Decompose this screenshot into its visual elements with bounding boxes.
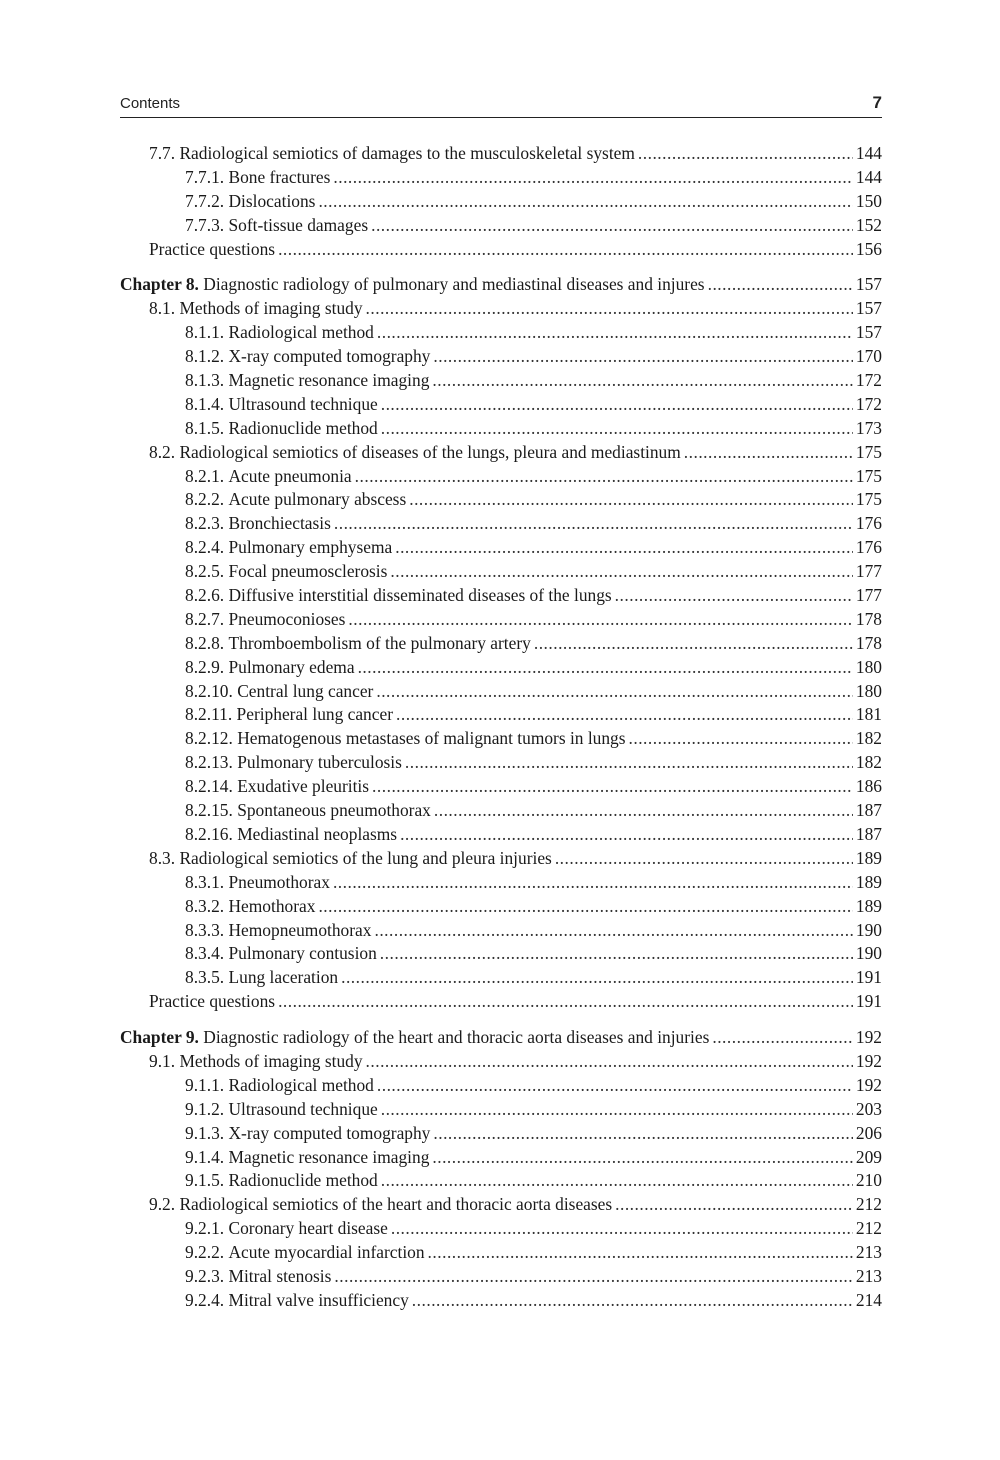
toc-entry-page: 206 [855,1122,882,1143]
dot-leader [615,1193,853,1217]
toc-entry-title: Radiological semiotics of diseases of the lungs, pleura and mediastinum [179,441,681,462]
dot-leader [712,1026,853,1050]
toc-entry-number: 8.2.12. [185,728,233,749]
dot-leader [341,966,853,990]
page-number: 7 [872,93,882,112]
toc-entry-title: Pulmonary emphysema [228,537,393,558]
toc-entry-number: 9.2.4. [185,1289,225,1310]
dot-leader [366,1050,853,1074]
toc-entry [120,584,882,608]
toc-entry-title: Radiological method [228,1074,374,1095]
toc-entry-title: Acute pulmonary abscess [228,489,407,510]
toc-entry-number: 7.7.2. [185,190,225,211]
toc-entry [120,560,882,584]
toc-entry-page: 191 [855,967,882,988]
dot-leader [638,142,853,166]
toc-entry-number: 8.1.4. [185,393,225,414]
toc-entry [120,751,882,775]
dot-leader [433,345,853,369]
toc-entry [120,871,882,895]
table-of-contents [120,142,882,1313]
dot-leader [334,512,853,536]
toc-entry-number: 8.2.6. [185,585,225,606]
toc-entry-title: Diffusive interstitial disseminated diseases of the lungs [228,585,612,606]
toc-entry-title: Bone fractures [228,166,331,187]
toc-entry-number: 8.2.1. [185,465,225,486]
dot-leader [318,190,852,214]
toc-entry [120,703,882,727]
toc-entry-page: 150 [855,190,882,211]
toc-entry [120,656,882,680]
toc-entry-number: 9.1.1. [185,1074,225,1095]
dot-leader [371,214,853,238]
toc-entry-page: 212 [855,1218,882,1239]
toc-entry-number: 9.2.1. [185,1218,225,1239]
page-header [120,93,882,118]
dot-leader [348,608,853,632]
toc-entry-number: 8.2.16. [185,823,233,844]
toc-entry-number: 8.2. [149,441,176,462]
toc-entry-page: 177 [855,585,882,606]
dot-leader [432,369,853,393]
toc-entry [120,1146,882,1170]
toc-entry-number: 8.1.5. [185,417,225,438]
dot-leader [366,297,853,321]
toc-entry [120,345,882,369]
toc-entry [120,512,882,536]
dot-leader [374,919,852,943]
toc-entry-page: 152 [855,214,882,235]
toc-entry-page: 144 [855,166,882,187]
dot-leader [355,465,853,489]
toc-entry-title: Radionuclide method [228,417,378,438]
toc-entry [120,393,882,417]
toc-entry-title: Soft-tissue damages [228,214,369,235]
dot-leader [381,1169,853,1193]
dot-leader [377,321,853,345]
toc-entry-title: Bronchiectasis [228,513,331,534]
toc-entry-title: Pulmonary tuberculosis [237,752,402,773]
toc-entry-page: 192 [855,1027,882,1048]
dot-leader [377,1074,853,1098]
dot-leader [278,238,853,262]
toc-entry-number: 8.2.4. [185,537,225,558]
toc-entry-page: 175 [855,441,882,462]
toc-entry [120,799,882,823]
toc-entry-title: Magnetic resonance imaging [228,370,430,391]
toc-entry-title: Methods of imaging study [179,298,363,319]
toc-entry-page: 156 [855,238,882,259]
toc-entry-title: Mitral stenosis [228,1265,332,1286]
toc-entry-title: Peripheral lung cancer [236,704,393,725]
running-title: Contents [120,95,181,112]
toc-entry-title: Radiological method [228,322,374,343]
toc-entry [120,942,882,966]
toc-entry-number: 9.1.2. [185,1098,225,1119]
toc-entry-title: Hemopneumothorax [228,919,372,940]
toc-entry-number: 8.2.15. [185,800,233,821]
toc-entry-page: 187 [855,823,882,844]
toc-entry-page: 172 [855,370,882,391]
toc-entry-title: Diagnostic radiology of pulmonary and mediastinal diseases and injures [203,274,705,295]
toc-entry-page: 192 [855,1050,882,1071]
toc-entry-title: Pneumoconioses [228,608,346,629]
dot-leader [381,393,853,417]
dot-leader [334,1265,853,1289]
toc-entry-page: 189 [855,871,882,892]
toc-entry [120,142,882,166]
dot-leader [629,727,853,751]
toc-entry-page: 189 [855,847,882,868]
toc-entry [120,1169,882,1193]
toc-entry [120,441,882,465]
dot-leader [434,799,853,823]
dot-leader [318,895,852,919]
toc-entry-page: 212 [855,1194,882,1215]
toc-entry-page: 175 [855,489,882,510]
toc-entry [120,847,882,871]
toc-entry [120,1193,882,1217]
toc-entry-page: 213 [855,1242,882,1263]
toc-entry-number: 8.3.2. [185,895,225,916]
toc-entry-title: Focal pneumosclerosis [228,561,388,582]
toc-entry-title: Pulmonary contusion [228,943,377,964]
toc-entry [120,1265,882,1289]
toc-entry-page: 180 [855,656,882,677]
dot-leader [396,703,853,727]
toc-entry [120,1217,882,1241]
toc-entry-page: 157 [855,298,882,319]
toc-entry-title: Spontaneous pneumothorax [237,800,431,821]
toc-entry-number: 8.3.4. [185,943,225,964]
toc-entry-page: 209 [855,1146,882,1167]
dot-leader [333,166,853,190]
toc-entry-title: Practice questions [149,238,276,259]
dot-leader [684,441,853,465]
toc-entry-number: 8.3.5. [185,967,225,988]
dot-leader [433,1122,853,1146]
toc-entry [120,990,882,1014]
toc-entry-title: Lung laceration [228,967,339,988]
dot-leader [372,775,853,799]
toc-entry-title: Diagnostic radiology of the heart and thoracic aorta diseases and injuries [203,1027,710,1048]
toc-entry [120,1289,882,1313]
toc-entry [120,608,882,632]
toc-entry-page: 178 [855,608,882,629]
dot-leader [428,1241,853,1265]
toc-entry-number: 7.7.3. [185,214,225,235]
toc-entry-page: 192 [855,1074,882,1095]
toc-entry-page: 190 [855,919,882,940]
toc-entry-page: 214 [855,1289,882,1310]
toc-entry-number: 9.1.3. [185,1122,225,1143]
toc-entry-title: Radiological semiotics of the lung and pleura injuries [179,847,552,868]
toc-entry-number: 7.7.1. [185,166,225,187]
toc-entry-number: 9.2.2. [185,1242,225,1263]
toc-entry [120,727,882,751]
toc-entry-number: 8.3. [149,847,176,868]
toc-entry [120,919,882,943]
toc-entry-number: 9.1. [149,1050,176,1071]
toc-entry-page: 181 [855,704,882,725]
toc-entry-page: 180 [855,680,882,701]
toc-entry-number: 8.1.2. [185,346,225,367]
toc-entry-title: Acute myocardial infarction [228,1242,425,1263]
toc-entry [120,1074,882,1098]
dot-leader [380,942,853,966]
toc-entry-number: 8.2.2. [185,489,225,510]
toc-chapter-label: Chapter 9. [120,1027,199,1048]
toc-entry-title: Thromboembolism of the pulmonary artery [228,632,531,653]
dot-leader [395,536,853,560]
toc-entry-title: Ultrasound technique [228,1098,378,1119]
toc-entry-number: 8.2.13. [185,752,233,773]
dot-leader [400,823,853,847]
toc-entry-number: 8.1. [149,298,176,319]
dot-leader [708,273,853,297]
toc-entry-title: Central lung cancer [237,680,374,701]
dot-leader [555,847,853,871]
toc-entry-page: 191 [855,991,882,1012]
toc-entry [120,190,882,214]
toc-entry-page: 176 [855,537,882,558]
toc-entry [120,238,882,262]
toc-entry [120,823,882,847]
toc-entry-page: 172 [855,393,882,414]
toc-entry [120,214,882,238]
toc-entry [120,369,882,393]
toc-entry-page: 187 [855,800,882,821]
toc-entry [120,1122,882,1146]
toc-entry [120,166,882,190]
toc-entry-number: 9.1.4. [185,1146,225,1167]
toc-entry-page: 189 [855,895,882,916]
toc-entry [120,1050,882,1074]
toc-entry-number: 8.2.5. [185,561,225,582]
dot-leader [412,1289,853,1313]
toc-entry [120,417,882,441]
toc-entry-title: X-ray computed tomography [228,1122,431,1143]
toc-entry-title: Practice questions [149,991,276,1012]
toc-entry-title: Radionuclide method [228,1170,378,1191]
toc-entry-title: Radiological semiotics of damages to the musculoskeletal system [179,143,635,163]
toc-entry-page: 210 [855,1170,882,1191]
toc-entry-number: 8.2.14. [185,776,233,797]
toc-entry-title: Hemothorax [228,895,316,916]
toc-entry-page: 144 [855,143,882,163]
dot-leader [391,1217,853,1241]
toc-entry-title: X-ray computed tomography [228,346,431,367]
toc-entry-title: Mediastinal neoplasms [237,823,398,844]
toc-chapter-entry [120,273,882,297]
toc-entry-title: Mitral valve insufficiency [228,1289,409,1310]
toc-entry-number: 9.1.5. [185,1170,225,1191]
toc-entry-title: Methods of imaging study [179,1050,363,1071]
toc-entry-page: 175 [855,465,882,486]
toc-entry-title: Pneumothorax [228,871,330,892]
toc-entry-page: 157 [855,274,882,295]
toc-chapter-label: Chapter 8. [120,274,199,295]
dot-leader [333,871,853,895]
toc-entry-page: 178 [855,632,882,653]
toc-entry [120,895,882,919]
toc-entry-page: 213 [855,1265,882,1286]
toc-entry-number: 8.2.10. [185,680,233,701]
dot-leader [409,488,853,512]
toc-entry-page: 182 [855,752,882,773]
toc-chapter-entry [120,1026,882,1050]
toc-entry-title: Acute pneumonia [228,465,352,486]
toc-entry-number: 8.3.3. [185,919,225,940]
dot-leader [376,680,853,704]
dot-leader [381,417,853,441]
toc-entry-page: 170 [855,346,882,367]
toc-entry [120,536,882,560]
dot-leader [381,1098,853,1122]
toc-entry-title: Radiological semiotics of the heart and thoracic aorta diseases [179,1194,613,1215]
toc-entry-title: Coronary heart disease [228,1218,388,1239]
toc-entry-title: Magnetic resonance imaging [228,1146,430,1167]
toc-entry [120,297,882,321]
toc-entry-number: 8.2.11. [185,704,233,725]
toc-entry-title: Dislocations [228,190,316,211]
toc-entry-number: 8.2.8. [185,632,225,653]
toc-entry-number: 8.1.1. [185,322,225,343]
toc-entry-number: 7.7. [149,143,176,163]
toc-entry-page: 186 [855,776,882,797]
toc-entry-page: 173 [855,417,882,438]
toc-entry-page: 177 [855,561,882,582]
toc-entry-page: 182 [855,728,882,749]
toc-entry [120,1241,882,1265]
toc-entry-page: 203 [855,1098,882,1119]
toc-entry-title: Pulmonary edema [228,656,355,677]
toc-entry-page: 190 [855,943,882,964]
toc-entry [120,632,882,656]
toc-entry-number: 8.1.3. [185,370,225,391]
toc-entry-title: Ultrasound technique [228,393,378,414]
toc-entry-title: Hematogenous metastases of malignant tumors in lungs [237,728,626,749]
toc-entry [120,775,882,799]
toc-entry [120,488,882,512]
dot-leader [615,584,853,608]
dot-leader [405,751,853,775]
toc-entry-page: 176 [855,513,882,534]
dot-leader [390,560,853,584]
dot-leader [358,656,853,680]
dot-leader [432,1146,853,1170]
toc-entry [120,321,882,345]
toc-entry [120,1098,882,1122]
dot-leader [534,632,853,656]
toc-entry-number: 8.3.1. [185,871,225,892]
dot-leader [278,990,853,1014]
toc-entry [120,966,882,990]
toc-entry-number: 8.2.3. [185,513,225,534]
toc-entry-title: Exudative pleuritis [237,776,370,797]
toc-entry-number: 8.2.9. [185,656,225,677]
toc-entry-number: 9.2. [149,1194,176,1215]
toc-entry [120,680,882,704]
toc-entry-page: 157 [855,322,882,343]
toc-entry-number: 9.2.3. [185,1265,225,1286]
toc-entry [120,465,882,489]
toc-entry-number: 8.2.7. [185,608,225,629]
